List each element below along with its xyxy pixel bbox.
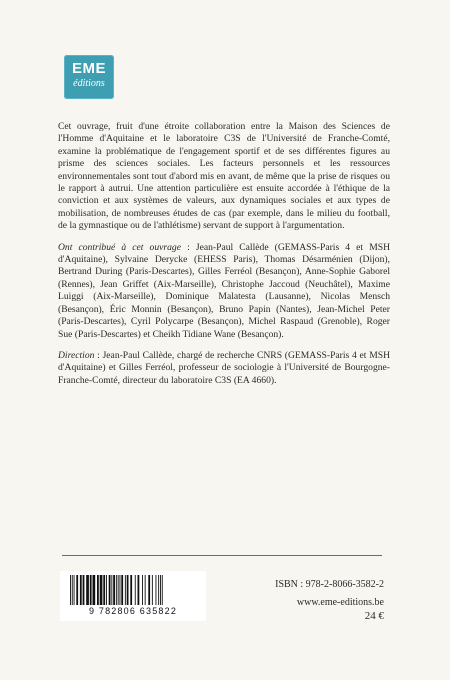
barcode-bars: [66, 575, 200, 605]
barcode-bar: [72, 575, 73, 605]
contributors-list: : Jean-Paul Callède (GEMASS-Paris 4 et MSH d'Aquitaine), Sylvaine Derycke (EHESS Paris), Thomas Désarménien (Dijon), Bertrand During (Paris-Descartes), Gilles Ferréol (Besançon), Anne-Sophie Gaborel (Rennes), Jean Griffet (Aix-Marseille), Christophe Jaccoud (Neuchâtel), Maxime Luiggi (Aix-Marseille), Dominique Malatesta (Lausanne), Nicolas Mensch (Besançon), Éric Monnin (Besançon), Bruno Papin (Nantes), Jean-Michel Peter (Paris-Descartes), Cyril Polycarpe (Besançon), Michel Raspaud (Grenoble), Roger Sue (Paris-Descartes) et Cheikh Tidiane Wane (Besançon).: [58, 241, 390, 340]
publisher-logo: [64, 55, 114, 99]
isbn-block: [275, 576, 384, 612]
barcode-bar: [118, 575, 119, 605]
barcode-bar: [80, 575, 82, 605]
divider-rule: [62, 555, 382, 556]
contributors-paragraph: [58, 242, 390, 341]
logo-subtitle: éditions: [73, 78, 105, 89]
barcode-bar: [148, 575, 150, 605]
price: 24 €: [364, 610, 384, 622]
barcode-bar: [100, 575, 103, 605]
barcode-bar: [76, 575, 78, 605]
barcode-bar: [162, 575, 163, 605]
back-cover-text: [58, 121, 390, 396]
barcode-bar: [152, 575, 153, 605]
summary-paragraph: Cet ouvrage, fruit d'une étroite collaboration entre la Maison des Sciences de l'Homme d'Aquitaine et le laboratoire C3S de l'Université de Franche-Comté, examine la problématique de l'engagement sportif et de ses différentes figures au prisme des sciences sociales. Les facteurs personnels et les ressources environnementales sont tout d'abord mis en avant, de même que la prise de risques ou le rapport à autrui. Une attention particulière est ensuite accordée à l'éthique de la conviction et aux systèmes de valeurs, aux dynamiques sociales et aux types de mobilisation, de nombreuses études de cas (par exemple, dans le milieu du football, de la gymnastique ou de l'athlétisme) servant de support à l'argumentation.: [58, 121, 390, 232]
logo-wordmark: EME: [71, 60, 106, 77]
barcode-bar: [121, 575, 123, 605]
direction-label: Direction: [58, 349, 95, 361]
barcode-bar: [138, 575, 140, 605]
barcode-bar: [83, 575, 85, 605]
barcode-bar: [106, 575, 107, 605]
barcode-bar: [130, 575, 132, 605]
barcode-bar: [127, 575, 129, 605]
barcode-bar: [70, 575, 71, 605]
barcode-bar: [116, 575, 117, 605]
barcode-bar: [97, 575, 99, 605]
barcode-bar: [135, 575, 136, 605]
direction-paragraph: [58, 350, 390, 387]
contributors-label: Ont contribué à cet ouvrage: [58, 241, 181, 253]
barcode-bar: [158, 575, 159, 605]
barcode-bar: [103, 575, 105, 605]
isbn-text: ISBN : 978-2-8066-3582-2: [275, 579, 384, 590]
barcode: [60, 571, 206, 621]
barcode-bar: [86, 575, 89, 605]
barcode-bar: [145, 575, 146, 605]
barcode-number: 9 782806 635822: [88, 606, 178, 616]
barcode-bar: [109, 575, 111, 605]
barcode-bar: [120, 575, 121, 605]
barcode-bar: [74, 575, 75, 605]
barcode-bar: [93, 575, 96, 605]
barcode-bar: [111, 575, 112, 605]
publisher-website: www.eme-editions.be: [296, 597, 384, 608]
barcode-bar: [113, 575, 115, 605]
barcode-bar: [160, 575, 161, 605]
barcode-bar: [142, 575, 143, 605]
barcode-bar: [156, 575, 157, 605]
barcode-bar: [90, 575, 92, 605]
direction-text: : Jean-Paul Callède, chargé de recherche CNRS (GEMASS-Paris 4 et MSH d'Aquitaine) et Gilles Ferréol, professeur de sociologie à l'Université de Bourgogne-Franche-Comté, directeur du laboratoire C3S (EA 4660).: [58, 349, 390, 386]
barcode-bar: [125, 575, 126, 605]
